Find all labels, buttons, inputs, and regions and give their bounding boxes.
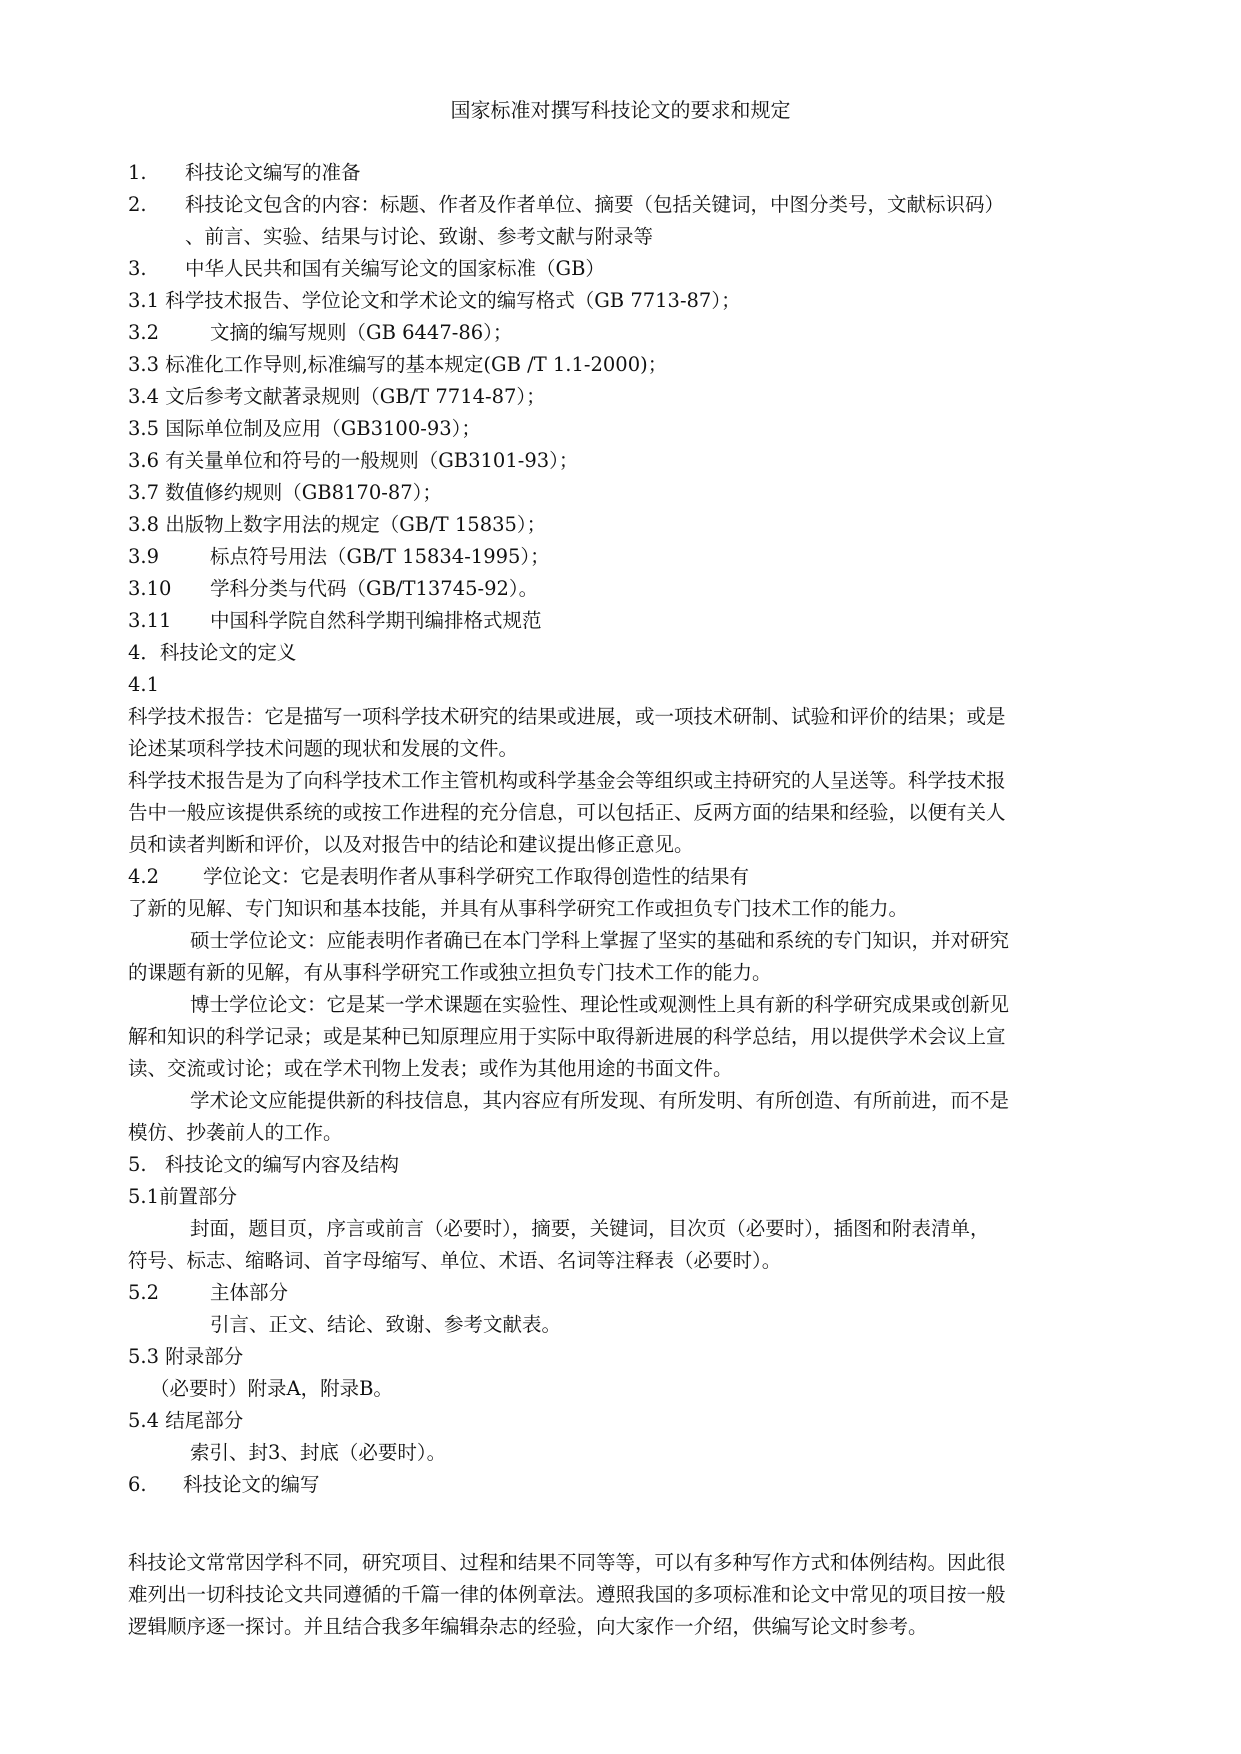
item-text: 学科分类与代码（GB/T13745-92）。 [210,577,539,600]
section-5-heading [128,1152,399,1178]
paragraph-line: 读、交流或讨论；或在学术刊物上发表；或作为其他用途的书面文件。 [128,1057,733,1080]
standard-3-11 [128,608,542,634]
item-text: 科技论文包含的内容：标题、作者及作者单位、摘要（包括关键词，中图分类号，文献标识码） [185,193,1005,216]
item-number: 3.2 [128,321,160,344]
item-text: 科技论文的编写内容及结构 [165,1153,400,1176]
paragraph-line: 引言、正文、结论、致谢、参考文献表。 [210,1313,562,1336]
item-number: 3. [128,257,147,280]
item-number: 6. [128,1473,147,1496]
section-6-heading [128,1472,320,1498]
standard-3-2 [128,320,512,346]
paragraph-line: 封面，题目页，序言或前言（必要时），摘要，关键词，目次页（必要时），插图和附表清单， [190,1217,990,1240]
paragraph-line: 符号、标志、缩略词、首字母缩写、单位、术语、名词等注释表（必要时）。 [128,1249,782,1272]
paragraph-line: 员和读者判断和评价，以及对报告中的结论和建议提出修正意见。 [128,833,694,856]
section-4-2 [128,864,749,890]
list-item-2-continued: 、前言、实验、结果与讨论、致谢、参考文献与附录等 [185,225,654,248]
paragraph-line: 科学技术报告：它是描写一项科学技术研究的结果或进展，或一项技术研制、试验和评价的结果；或是 [128,705,1006,728]
standard-3-5: 3.5 国际单位制及应用（GB3100-93）； [128,417,481,440]
paragraph-line: 科学技术报告是为了向科学技术工作主管机构或科学基金会等组织或主持研究的人呈送等。科学技术报 [128,769,1006,792]
section-4-1-number: 4.1 [128,673,160,696]
paragraph-line: 硕士学位论文：应能表明作者确已在本门学科上掌握了坚实的基础和系统的专门知识，并对研究 [190,929,1010,952]
list-item-2 [128,192,1004,218]
paragraph-line: 逻辑顺序逐一探讨。并且结合我多年编辑杂志的经验，向大家作一介绍，供编写论文时参考。 [128,1615,928,1638]
paragraph-line: 解和知识的科学记录；或是某种已知原理应用于实际中取得新进展的科学总结，用以提供学术会议上宣 [128,1025,1006,1048]
section-5-1-heading: 5.1前置部分 [128,1185,238,1208]
section-5-2-heading [128,1280,288,1306]
list-item-1 [128,160,361,186]
item-text: 主体部分 [210,1281,289,1304]
paragraph-line: 的课题有新的见解，有从事科学研究工作或独立担负专门技术工作的能力。 [128,961,772,984]
item-number: 3.9 [128,545,160,568]
standard-3-3: 3.3 标准化工作导则,标准编写的基本规定(GB /T 1.1-2000)； [128,353,668,376]
standard-3-6: 3.6 有关量单位和符号的一般规则（GB3101-93）； [128,449,579,472]
standard-3-9 [128,544,550,570]
item-text: 科技论文编写的准备 [185,161,361,184]
standard-3-1: 3.1 科学技术报告、学位论文和学术论文的编写格式（GB 7713-87）； [128,289,741,312]
section-4-heading: 4．科技论文的定义 [128,641,297,664]
item-number: 5.2 [128,1281,160,1304]
standard-3-8: 3.8 出版物上数字用法的规定（GB/T 15835）； [128,513,547,536]
item-text: 标点符号用法（GB/T 15834-1995）； [210,545,550,568]
item-number: 5. [128,1153,147,1176]
document-title: 国家标准对撰写科技论文的要求和规定 [450,98,791,122]
item-number: 2. [128,193,147,216]
item-text: 中华人民共和国有关编写论文的国家标准（GB） [185,257,605,280]
paragraph-line: 索引、封3、封底（必要时）。 [190,1441,447,1464]
standard-3-4: 3.4 文后参考文献著录规则（GB/T 7714-87）； [128,385,546,408]
item-text: 科技论文的编写 [183,1473,320,1496]
paragraph-line: 科技论文常常因学科不同，研究项目、过程和结果不同等等，可以有多种写作方式和体例结构。因此很 [128,1551,1006,1574]
item-number: 3.11 [128,609,172,632]
item-text: 中国科学院自然科学期刊编排格式规范 [210,609,542,632]
item-number: 4.2 [128,865,160,888]
paragraph-line: 论述某项科学技术问题的现状和发展的文件。 [128,737,519,760]
list-item-3 [128,256,605,282]
paragraph-line: 难列出一切科技论文共同遵循的千篇一律的体例章法。遵照我国的多项标准和论文中常见的项目按一般 [128,1583,1006,1606]
item-text: 学位论文：它是表明作者从事科学研究工作取得创造性的结果有 [203,865,750,888]
item-text: 文摘的编写规则（GB 6447-86）； [210,321,513,344]
paragraph-line: （必要时）附录A，附录B。 [150,1377,393,1400]
paragraph-line: 学术论文应能提供新的科技信息，其内容应有所发现、有所发明、有所创造、有所前进，而不是 [190,1089,1010,1112]
item-number: 3.10 [128,577,172,600]
paragraph-line: 博士学位论文：它是某一学术课题在实验性、理论性或观测性上具有新的科学研究成果或创新见 [190,993,1010,1016]
standard-3-10 [128,576,538,602]
paragraph-line: 了新的见解、专门知识和基本技能，并具有从事科学研究工作或担负专门技术工作的能力。 [128,897,909,920]
section-5-4-heading: 5.4 结尾部分 [128,1409,244,1432]
paragraph-line: 模仿、抄袭前人的工作。 [128,1121,343,1144]
standard-3-7: 3.7 数值修约规则（GB8170-87）； [128,481,442,504]
section-5-3-heading: 5.3 附录部分 [128,1345,244,1368]
paragraph-line: 告中一般应该提供系统的或按工作进程的充分信息，可以包括正、反两方面的结果和经验，以便有关人 [128,801,1006,824]
item-number: 1. [128,161,147,184]
